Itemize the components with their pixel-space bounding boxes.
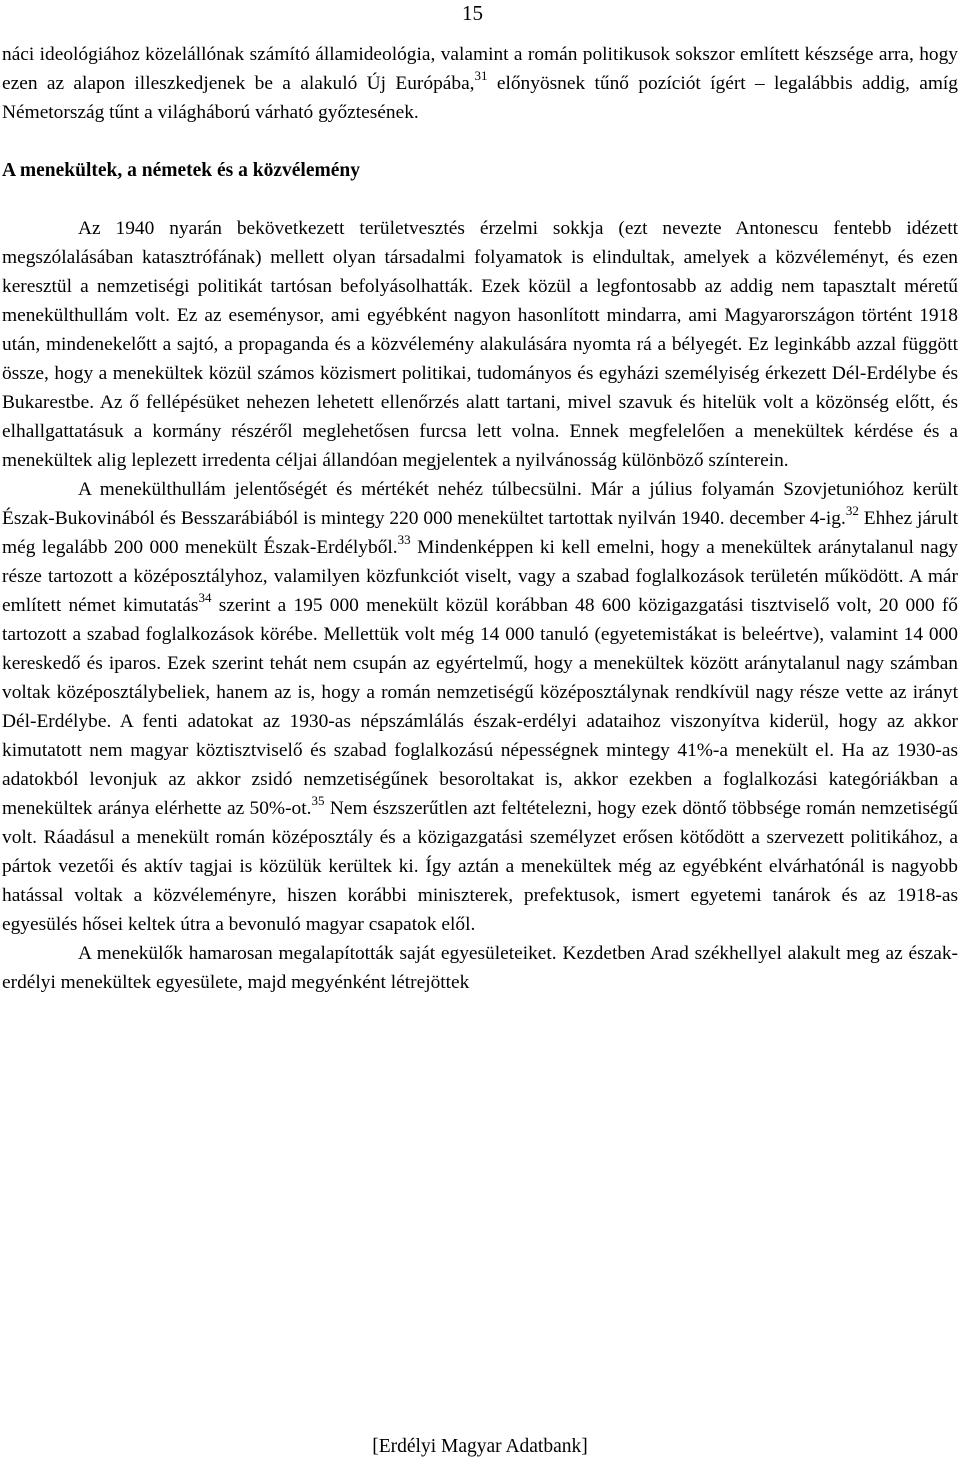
paragraph-2-part-e: Nem észszerűtlen azt feltételezni, hogy ezek döntő többsége román nemzetiségű volt. Ráadásul a menekült román középosztály és a közigazgatási személyzet erősen kötődött a szervezett politikához, a pártok vezetői és aktív tagjai is közülük kerültek ki. Így aztán a menekültek még az egyébként elvárhatónál is nagyobb hatással voltak a közvéleményre, hiszen korábbi miniszterek, prefektusok, ismert egyetemi tanárok és az 1918-as egyesülés hősei keltek útra a bevonuló magyar csapatok elől.	[2, 798, 958, 935]
footnote-ref-33: 33	[397, 531, 411, 547]
section-title: A menekültek, a németek és a közvélemény	[2, 160, 360, 181]
paragraph-3: A menekülők hamarosan megalapították saját egyesületeiket. Kezdetben Arad székhellyel alakult meg az észak-erdélyi menekültek egyesülete, majd megyénként létrejöttek	[2, 943, 958, 993]
paragraph-1: Az 1940 nyarán bekövetkezett területvesztés érzelmi sokkja (ezt nevezte Antonescu fentebb idézett megszólalásában katasztrófának) mellett olyan társadalmi folyamatok is elindultak, amelyek a közvéleményt, és ezen keresztül a nemzetiségi politikát tartósan befolyásolhatták. Ezek közül a legfontosabb az addig nem tapasztalt méretű menekülthullám volt. Ez az eseménysor, ami egyébként nagyon hasonlított mindarra, ami Magyarországon történt 1918 után, mindenekelőtt a sajtó, a propaganda és a közvélemény alakulására nyomta rá a bélyegét. Ez leginkább azzal függött össze, hogy a menekültek közül számos közismert politikai, tudományos és egyházi személyiség érkezett Dél-Erdélybe és Bukarestbe. Az ő fellépésüket nehezen lehetett ellenőrzés alatt tartani, mivel szavuk és hitelük volt a közönség előtt, és elhallgattatásuk a kormány részéről meglehetősen furcsa lett volna. Ennek megfelelően a menekültek kérdése és a menekültek alig leplezett irredenta céljai állandóan megjelentek a nyilvánosság különböző színterein.	[2, 218, 958, 471]
opening-paragraph	[2, 40, 958, 127]
footnote-ref-32: 32	[845, 502, 859, 518]
paragraph-2-part-d: szerint a 195 000 menekült közül korábban 48 600 közigazgatási tisztviselő volt, 20 000 fő tartozott a szabad foglalkozások körébe. Mellettük volt még 14 000 tanuló (egyetemistákat is beleértve), valamint 14 000 kereskedő és iparos. Ezek szerint tehát nem csupán az egyértelmű, hogy a menekültek között aránytalanul nagy számban voltak középosztálybeliek, hanem az is, hogy a román nemzetiségű középosztálynak rendkívül nagy része vette az irányt Dél-Erdélybe. A fenti adatokat az 1930-as népszámlálás észak-erdélyi adataihoz viszonyítva kiderül, hogy az akkor kimutatott nem magyar köztisztviselő és szabad foglalkozású népességnek mintegy 41%-a menekült el. Ha az 1930-as adatokból levonjuk az akkor zsidó nemzetiségűnek besoroltakat is, akkor ezekben a foglalkozási kategóriákban a menekültek aránya elérhette az 50%-ot.	[2, 595, 958, 819]
opening-text: náci ideológiához közelállónak számító államideológia, valamint a román politikusok sokszor említett készsége arra, hogy ezen az alapon illeszkedjenek be a alakuló Új Európába,	[2, 44, 958, 94]
paragraph-2-part-a: A menekülthullám jelentőségét és mértékét nehéz túlbecsülni. Már a július folyamán Szovjetunióhoz került Észak-Bukovinából és Besszarábiából is mintegy 220 000 menekültet tartottak nyilván 1940. december 4-ig.	[2, 479, 958, 529]
footnote-ref-31: 31	[474, 67, 488, 83]
paragraph-2-part-b: Ehhez járult még legalább 200 000 menekült Észak-Erdélyből.	[2, 508, 958, 558]
paragraph-2	[2, 475, 958, 939]
document-body	[2, 40, 958, 997]
footnote-ref-35: 35	[311, 792, 325, 808]
paragraph-2-part-c: Mindenképpen ki kell emelni, hogy a menekültek aránytalanul nagy része tartozott a középosztályhoz, valamilyen közfunkciót viselt, vagy a szabad foglalkozások területén működött. A már említett német kimutatás	[2, 537, 958, 616]
page-footer: [Erdélyi Magyar Adatbank]	[372, 1436, 588, 1457]
opening-text-continued: előnyösnek tűnő pozíciót ígért – legalábbis addig, amíg Németország tűnt a világháború várható győztesének.	[2, 73, 959, 123]
page-number: 15	[462, 1, 483, 25]
footnote-ref-34: 34	[198, 589, 212, 605]
